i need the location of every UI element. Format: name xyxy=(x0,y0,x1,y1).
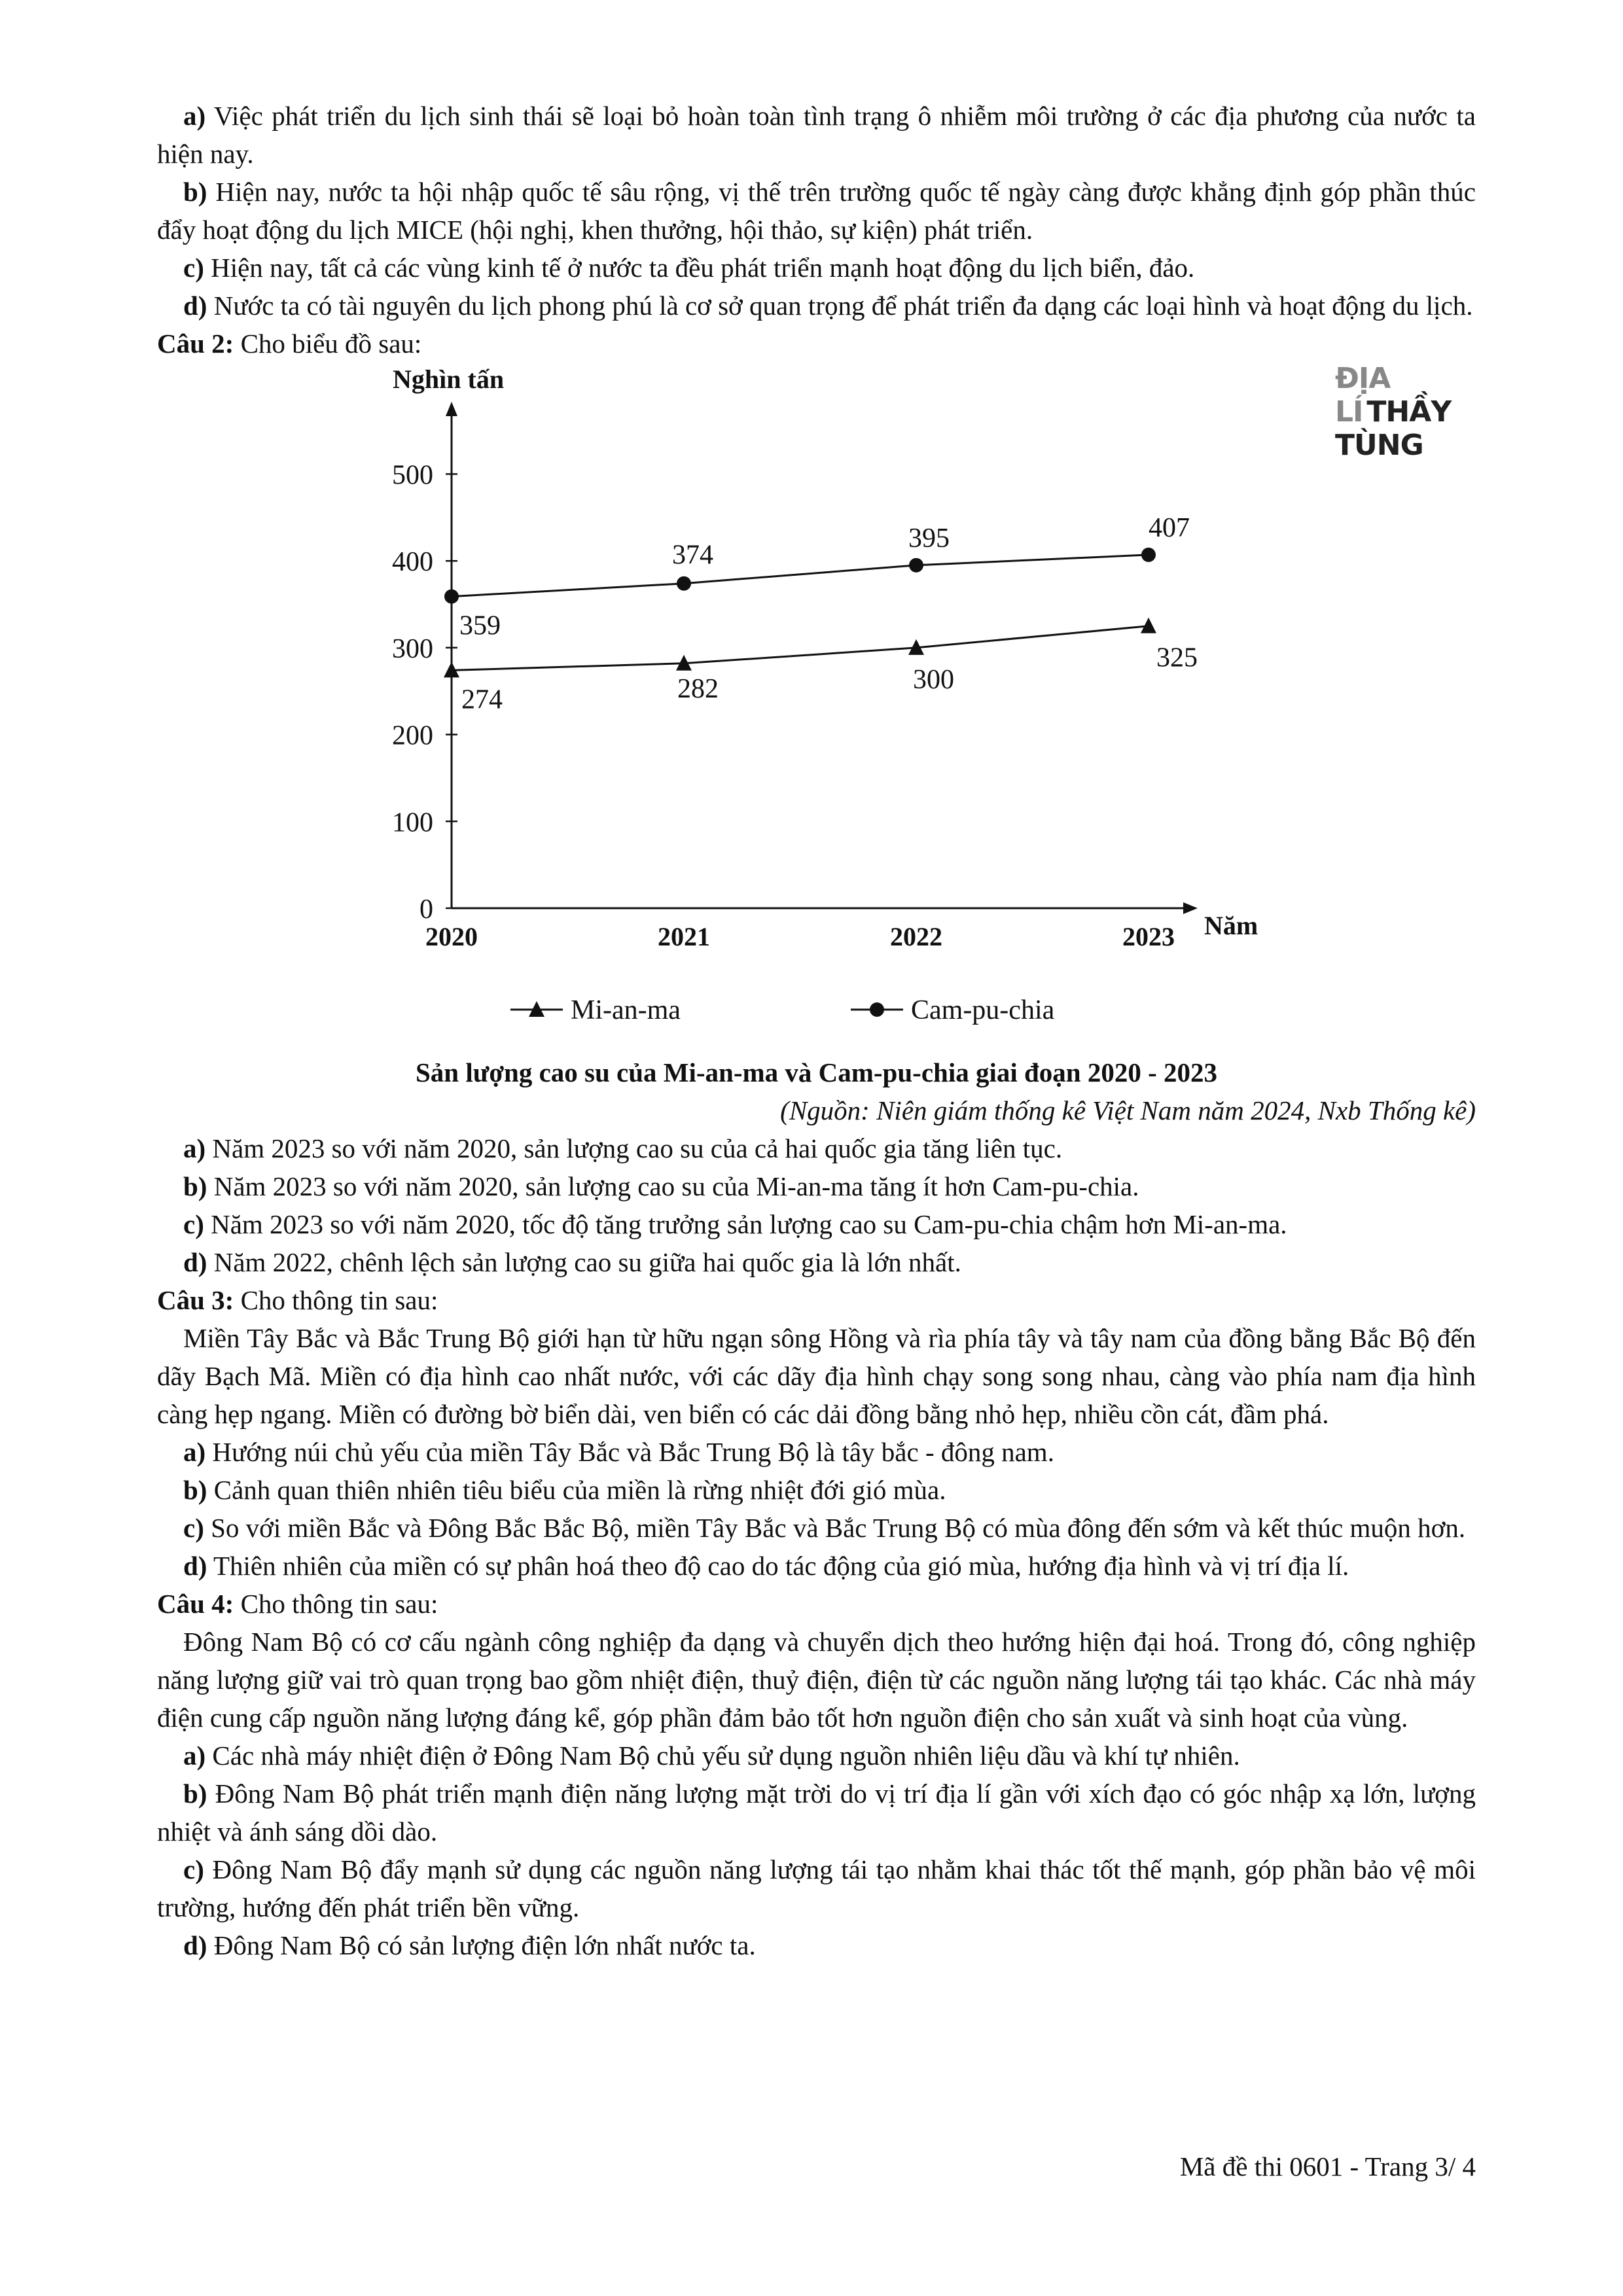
question-label: Câu 3: xyxy=(157,1285,234,1315)
q4-passage: Đông Nam Bộ có cơ cấu ngành công nghiệp đa dạng và chuyển dịch theo hướng hiện đại hoá. Trong đó, công nghiệp năng lượng giữ vai trò quan trọng bao gồm nhiệt điện, thuỷ điện, điện từ các nguồn năng lượng tái tạo khác. Các nhà máy điện cung cấp nguồn năng lượng đáng kể, góp phần đảm bảo tốt hơn nguồn điện cho sản xuất và sinh hoạt của vùng. xyxy=(157,1627,1476,1733)
option-label: a) xyxy=(183,1437,206,1467)
q3-option-b xyxy=(157,1471,1476,1509)
q4-option-c xyxy=(157,1850,1476,1926)
option-label: b) xyxy=(183,177,207,207)
y-tick-label: 500 xyxy=(392,460,433,491)
chart-container xyxy=(157,362,1476,1051)
option-label: b) xyxy=(183,1475,207,1505)
y-tick-label: 400 xyxy=(392,547,433,578)
option-label: d) xyxy=(183,1551,207,1581)
option-label: b) xyxy=(183,1171,207,1201)
x-axis-arrow xyxy=(1183,902,1198,914)
question-prompt: Cho thông tin sau: xyxy=(234,1589,438,1619)
x-tick-label: 2022 xyxy=(890,922,942,951)
page-content xyxy=(157,97,1476,1964)
option-text: Đông Nam Bộ có sản lượng điện lớn nhất nước ta. xyxy=(207,1930,756,1960)
chart-caption: Sản lượng cao su của Mi-an-ma và Cam-pu-chia giai đoạn 2020 - 2023 xyxy=(415,1057,1217,1087)
data-label: 325 xyxy=(1156,643,1198,673)
q1-option-c xyxy=(157,249,1476,287)
option-text: Cảnh quan thiên nhiên tiêu biểu của miền là rừng nhiệt đới gió mùa. xyxy=(207,1475,946,1505)
q1-option-a xyxy=(157,97,1476,173)
question-prompt: Cho biểu đồ sau: xyxy=(234,328,422,359)
option-label: d) xyxy=(183,291,207,321)
data-label: 274 xyxy=(461,684,503,715)
data-label: 300 xyxy=(913,664,954,695)
q4-option-b xyxy=(157,1775,1476,1850)
option-label: a) xyxy=(183,101,206,131)
option-text: Thiên nhiên của miền có sự phân hoá theo độ cao do tác động của gió mùa, hướng địa hình và vị trí địa lí. xyxy=(207,1551,1349,1581)
question-prompt: Cho thông tin sau: xyxy=(234,1285,438,1315)
option-label: a) xyxy=(183,1133,206,1163)
q4-heading xyxy=(157,1585,1476,1623)
legend-label: Mi-an-ma xyxy=(571,995,681,1025)
series-line-mi-an-ma xyxy=(452,626,1149,671)
q3-heading xyxy=(157,1281,1476,1319)
data-label: 282 xyxy=(677,673,719,704)
option-text: Đông Nam Bộ đẩy mạnh sử dụng các nguồn năng lượng tái tạo nhằm khai thác tốt thế mạnh, góp phần bảo vệ môi trường, hướng đến phát triển bền vững. xyxy=(157,1854,1476,1922)
option-text: Nước ta có tài nguyên du lịch phong phú là cơ sở quan trọng để phát triển đa dạng các loại hình và hoạt động du lịch. xyxy=(207,291,1473,321)
option-label: a) xyxy=(183,1740,206,1771)
y-tick-label: 100 xyxy=(392,807,433,838)
q1-option-d xyxy=(157,287,1476,325)
data-label: 359 xyxy=(459,610,501,641)
option-label: c) xyxy=(183,253,204,283)
question-label: Câu 4: xyxy=(157,1589,234,1619)
line-chart xyxy=(157,365,1476,1051)
q3-option-a xyxy=(157,1433,1476,1471)
q2-heading xyxy=(157,325,1476,362)
option-label: d) xyxy=(183,1930,207,1960)
data-point-circle xyxy=(677,576,691,591)
q4-option-a xyxy=(157,1737,1476,1775)
data-label: 374 xyxy=(672,540,713,571)
option-text: Đông Nam Bộ phát triển mạnh điện năng lượng mặt trời do vị trí địa lí gần với xích đạo có góc nhập xạ lớn, lượng nhiệt và ánh sáng dồi dào. xyxy=(157,1778,1476,1846)
q2-option-c xyxy=(157,1205,1476,1243)
q3-option-c xyxy=(157,1509,1476,1547)
data-point-triangle xyxy=(1141,618,1156,633)
chart-source: (Nguồn: Niên giám thống kê Việt Nam năm 2024, Nxb Thống kê) xyxy=(780,1095,1476,1125)
q1-option-b xyxy=(157,173,1476,249)
data-point-circle xyxy=(1141,548,1156,562)
option-label: b) xyxy=(183,1778,207,1809)
option-text: So với miền Bắc và Đông Bắc Bắc Bộ, miền Tây Bắc và Bắc Trung Bộ có mùa đông đến sớm và kết thúc muộn hơn. xyxy=(204,1513,1466,1543)
option-text: Năm 2022, chênh lệch sản lượng cao su giữa hai quốc gia là lớn nhất. xyxy=(207,1247,961,1277)
watermark-part2: THẦY TÙNG xyxy=(1335,395,1452,462)
series-line-cam-pu-chia xyxy=(452,555,1149,597)
option-text: Việc phát triển du lịch sinh thái sẽ loại bỏ hoàn toàn tình trạng ô nhiễm môi trường ở các địa phương của nước ta hiện nay. xyxy=(157,101,1476,169)
option-text: Năm 2023 so với năm 2020, sản lượng cao su của Mi-an-ma tăng ít hơn Cam-pu-chia. xyxy=(207,1171,1139,1201)
y-tick-label: 200 xyxy=(392,720,433,751)
data-point-circle xyxy=(444,590,459,604)
option-text: Hiện nay, nước ta hội nhập quốc tế sâu rộng, vị thế trên trường quốc tế ngày càng được khẳng định góp phần thúc đẩy hoạt động du lịch MICE (hội nghị, khen thưởng, hội thảo, sự kiện) phát triển. xyxy=(157,177,1476,245)
watermark-part1: ĐỊA LÍ xyxy=(1335,362,1391,429)
legend-circle-icon xyxy=(870,1002,884,1017)
option-label: d) xyxy=(183,1247,207,1277)
option-label: c) xyxy=(183,1209,204,1239)
option-text: Các nhà máy nhiệt điện ở Đông Nam Bộ chủ yếu sử dụng nguồn nhiên liệu dầu và khí tự nhiên. xyxy=(205,1740,1240,1771)
y-tick-label: 300 xyxy=(392,633,433,664)
q2-option-b xyxy=(157,1167,1476,1205)
option-text: Năm 2023 so với năm 2020, sản lượng cao su của cả hai quốc gia tăng liên tục. xyxy=(205,1133,1063,1163)
x-axis-title: Năm xyxy=(1204,911,1258,940)
option-text: Hiện nay, tất cả các vùng kinh tế ở nước ta đều phát triển mạnh hoạt động du lịch biển, đảo. xyxy=(204,253,1195,283)
q2-option-a xyxy=(157,1129,1476,1167)
option-text: Năm 2023 so với năm 2020, tốc độ tăng trưởng sản lượng cao su Cam-pu-chia chậm hơn Mi-an-ma. xyxy=(204,1209,1287,1239)
q3-passage: Miền Tây Bắc và Bắc Trung Bộ giới hạn từ hữu ngạn sông Hồng và rìa phía tây và tây nam của đồng bằng Bắc Bộ đến dãy Bạch Mã. Miền có địa hình cao nhất nước, với các dãy địa hình chạy song song nhau, càng vào phía nam địa hình càng hẹp ngang. Miền có đường bờ biển dài, ven biển có các dải đồng bằng nhỏ hẹp, nhiều cồn cát, đầm phá. xyxy=(157,1323,1476,1429)
x-tick-label: 2020 xyxy=(425,922,478,951)
x-tick-label: 2023 xyxy=(1122,922,1175,951)
legend-label: Cam-pu-chia xyxy=(911,995,1055,1025)
option-text: Hướng núi chủ yếu của miền Tây Bắc và Bắc Trung Bộ là tây bắc - đông nam. xyxy=(205,1437,1054,1467)
y-axis-arrow xyxy=(446,402,457,416)
watermark-dot-icon xyxy=(1512,368,1542,398)
data-label: 407 xyxy=(1149,512,1190,543)
option-label: c) xyxy=(183,1854,204,1884)
question-label: Câu 2: xyxy=(157,328,234,359)
option-label: c) xyxy=(183,1513,204,1543)
q4-option-d xyxy=(157,1926,1476,1964)
q2-option-d xyxy=(157,1243,1476,1281)
data-label: 395 xyxy=(908,523,950,554)
y-tick-label: 0 xyxy=(419,894,433,925)
x-tick-label: 2021 xyxy=(658,922,710,951)
q3-option-d xyxy=(157,1547,1476,1585)
page-footer: Mã đề thi 0601 - Trang 3/ 4 xyxy=(1179,2151,1476,2181)
y-axis-title: Nghìn tấn xyxy=(393,365,505,394)
data-point-circle xyxy=(909,558,923,573)
